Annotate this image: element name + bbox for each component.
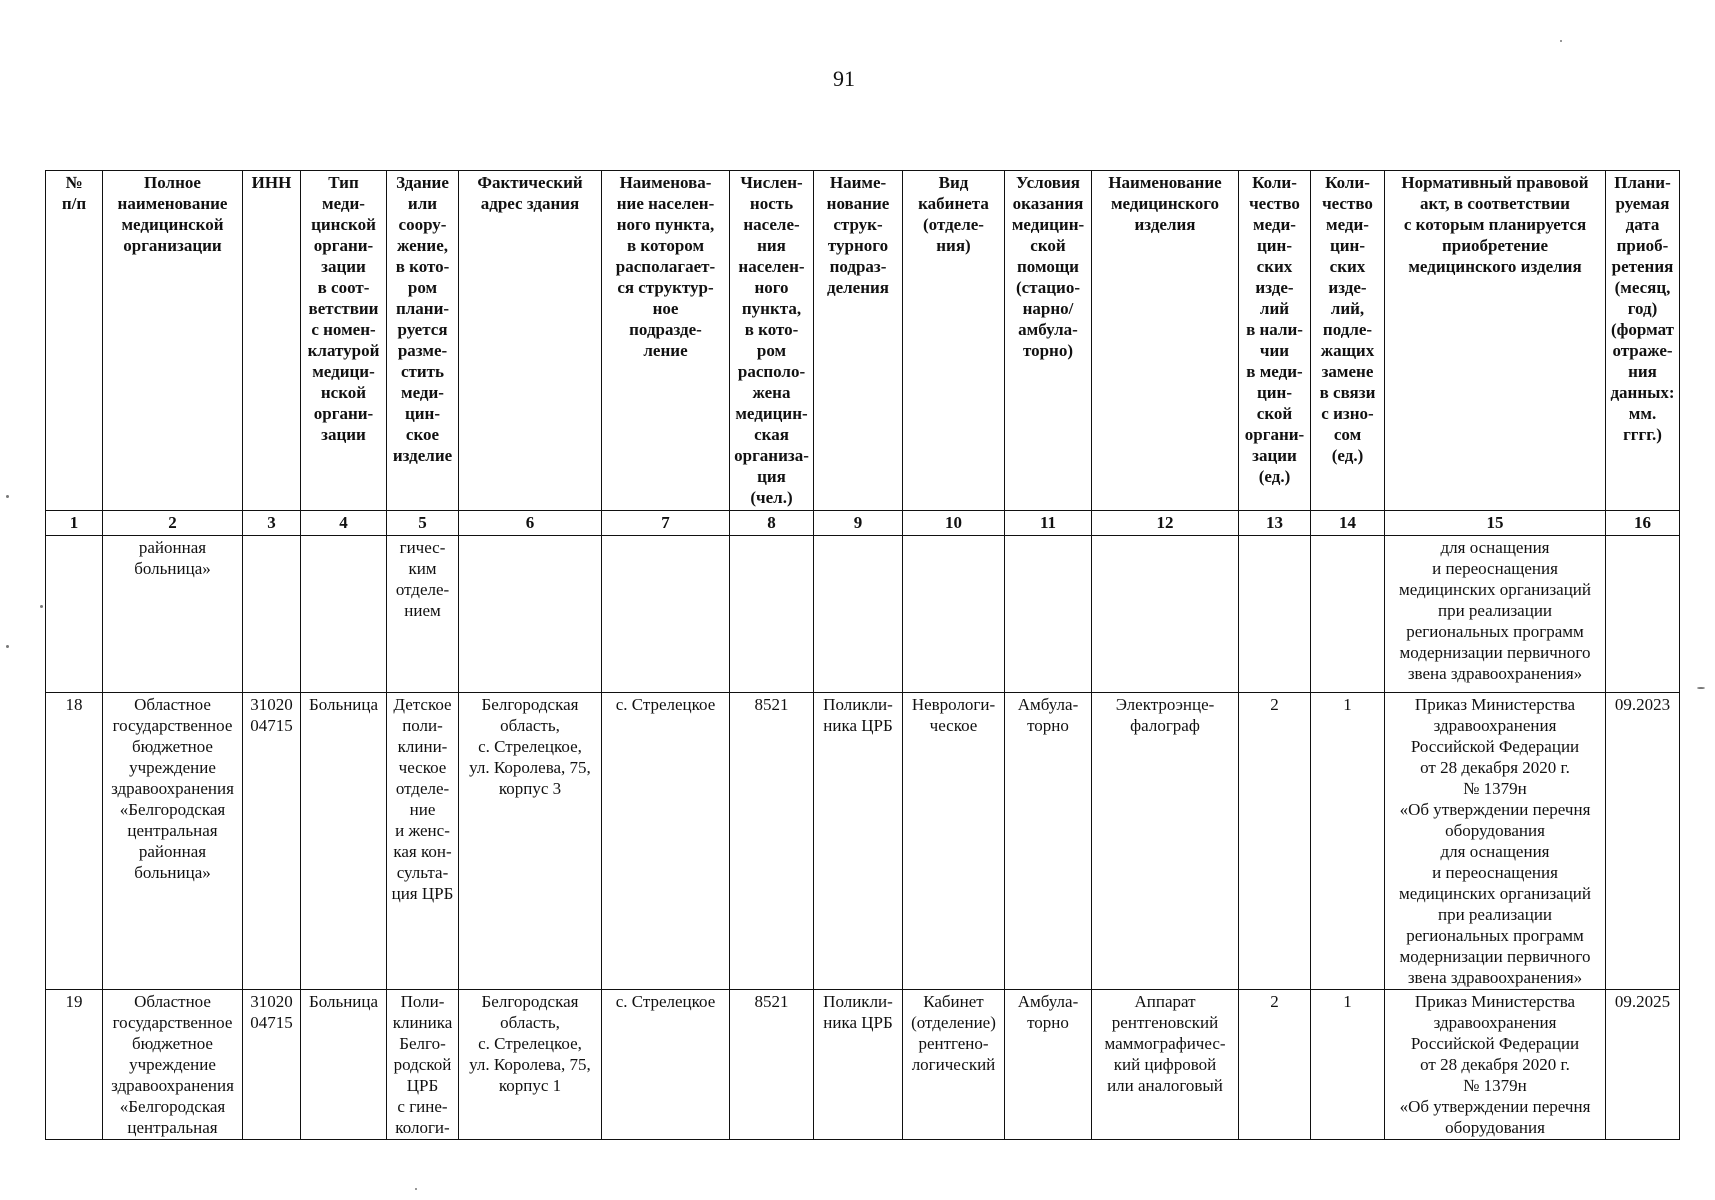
cell-building: Поли- клиника Белго- родской ЦРБ с гине- кологи-	[387, 990, 459, 1140]
cell-org-type: Больница	[301, 693, 387, 990]
cell-unit: Поликли- ника ЦРБ	[814, 693, 903, 990]
header-cell: Здание или соору- жение, в кото- ром плани- руется разме- стить меди- цин- ское изделие	[387, 171, 459, 511]
cell-org-name: Областное государственное бюджетное учреждение здравоохранения «Белгородская центральная	[103, 990, 243, 1140]
cell-inn: 31020 04715	[243, 990, 301, 1140]
cell-population	[730, 536, 814, 693]
column-number: 8	[730, 511, 814, 536]
column-number: 14	[1311, 511, 1385, 536]
cell-settlement: с. Стрелецкое	[602, 990, 730, 1140]
cell-unit: Поликли- ника ЦРБ	[814, 990, 903, 1140]
cell-inn: 31020 04715	[243, 693, 301, 990]
scan-speck	[1697, 687, 1705, 689]
cell-org-type	[301, 536, 387, 693]
header-cell: Коли- чество меди- цин- ских изде- лий, подле- жащих замене в связи с изно- сом (ед.)	[1311, 171, 1385, 511]
column-number: 11	[1005, 511, 1092, 536]
column-number: 9	[814, 511, 903, 536]
header-cell: Нормативный правовой акт, в соответствии с которым планируется приобретение медицинского изделия	[1385, 171, 1606, 511]
header-cell: Тип меди- цинской органи- зации в соот- ветствии с номен- клатурой медици- нской органи- зации	[301, 171, 387, 511]
cell-org-type: Больница	[301, 990, 387, 1140]
header-cell: Полное наименование медицинской организации	[103, 171, 243, 511]
cell-building: гичес- ким отделе- нием	[387, 536, 459, 693]
equipment-table	[45, 170, 1680, 1140]
column-number-row	[46, 511, 1680, 536]
cell-population: 8521	[730, 693, 814, 990]
cell-legal-act: Приказ Министерства здравоохранения Российской Федерации от 28 декабря 2020 г. № 1379н «Об утверждении перечня оборудования для оснащения и переоснащения медицинских организаций при реализации региональных программ модернизации первичного звена здравоохранения»	[1385, 693, 1606, 990]
cell-legal-act: Приказ Министерства здравоохранения Российской Федерации от 28 декабря 2020 г. № 1379н «Об утверждении перечня оборудования	[1385, 990, 1606, 1140]
header-cell: Фактический адрес здания	[459, 171, 602, 511]
cell-address	[459, 536, 602, 693]
column-number: 13	[1239, 511, 1311, 536]
cell-inn	[243, 536, 301, 693]
cell-number	[46, 536, 103, 693]
table-row	[46, 990, 1680, 1140]
column-number: 2	[103, 511, 243, 536]
cell-qty-available	[1239, 536, 1311, 693]
header-cell: Наименова- ние населен- ного пункта, в котором располагает- ся структур- ное подразде- ление	[602, 171, 730, 511]
cell-building: Детское поли- клини- ческое отделе- ние и женс- кая кон- сульта- ция ЦРБ	[387, 693, 459, 990]
cell-qty-replace: 1	[1311, 990, 1385, 1140]
cell-population: 8521	[730, 990, 814, 1140]
header-cell: ИНН	[243, 171, 301, 511]
table-row	[46, 693, 1680, 990]
header-cell: Числен- ность населе- ния населен- ного пункта, в кото- ром располо- жена медицин- ская организа- ция (чел.)	[730, 171, 814, 511]
cell-unit	[814, 536, 903, 693]
cell-conditions: Амбула- торно	[1005, 990, 1092, 1140]
header-cell: Условия оказания медицин- ской помощи (стацио- нарно/ амбула- торно)	[1005, 171, 1092, 511]
cell-date	[1606, 536, 1680, 693]
column-number: 3	[243, 511, 301, 536]
table-header-row	[46, 171, 1680, 511]
cell-device: Аппарат рентгеновский маммографичес- кий цифровой или аналоговый	[1092, 990, 1239, 1140]
scan-speck	[415, 1188, 417, 1190]
cell-device	[1092, 536, 1239, 693]
column-number: 10	[903, 511, 1005, 536]
cell-settlement: с. Стрелецкое	[602, 693, 730, 990]
cell-address: Белгородская область, с. Стрелецкое, ул. Королева, 75, корпус 3	[459, 693, 602, 990]
scan-speck	[6, 645, 9, 648]
header-cell: Наиме- нование струк- турного подраз- деления	[814, 171, 903, 511]
column-number: 1	[46, 511, 103, 536]
header-cell: Плани- руемая дата приоб- ретения (месяц, год) (формат отраже- ния данных: мм. гггг.)	[1606, 171, 1680, 511]
scan-speck	[1560, 40, 1562, 42]
cell-number: 18	[46, 693, 103, 990]
cell-legal-act: для оснащения и переоснащения медицинских организаций при реализации региональных программ модернизации первичного звена здравоохранения»	[1385, 536, 1606, 693]
page-number: 91	[833, 66, 855, 91]
cell-org-name: районная больница»	[103, 536, 243, 693]
column-number: 5	[387, 511, 459, 536]
cell-device: Электроэнце- фалограф	[1092, 693, 1239, 990]
cell-qty-replace: 1	[1311, 693, 1385, 990]
header-cell: Наименование медицинского изделия	[1092, 171, 1239, 511]
header-cell: Вид кабинета (отделе- ния)	[903, 171, 1005, 511]
cell-conditions	[1005, 536, 1092, 693]
cell-qty-replace	[1311, 536, 1385, 693]
column-number: 6	[459, 511, 602, 536]
cell-conditions: Амбула- торно	[1005, 693, 1092, 990]
column-number: 7	[602, 511, 730, 536]
cell-org-name: Областное государственное бюджетное учреждение здравоохранения «Белгородская центральная районная больница»	[103, 693, 243, 990]
cell-qty-available: 2	[1239, 693, 1311, 990]
table-row	[46, 536, 1680, 693]
cell-date: 09.2023	[1606, 693, 1680, 990]
cell-qty-available: 2	[1239, 990, 1311, 1140]
column-number: 16	[1606, 511, 1680, 536]
column-number: 4	[301, 511, 387, 536]
cell-settlement	[602, 536, 730, 693]
cell-date: 09.2025	[1606, 990, 1680, 1140]
column-number: 15	[1385, 511, 1606, 536]
header-cell: Коли- чество меди- цин- ских изде- лий в нали- чии в меди- цин- ской органи- зации (ед.)	[1239, 171, 1311, 511]
scan-speck	[40, 605, 43, 608]
cell-number: 19	[46, 990, 103, 1140]
header-cell: № п/п	[46, 171, 103, 511]
column-number: 12	[1092, 511, 1239, 536]
scan-speck	[6, 495, 9, 498]
cell-cabinet	[903, 536, 1005, 693]
cell-cabinet: Кабинет (отделение) рентгено- логический	[903, 990, 1005, 1140]
cell-cabinet: Неврологи- ческое	[903, 693, 1005, 990]
cell-address: Белгородская область, с. Стрелецкое, ул. Королева, 75, корпус 1	[459, 990, 602, 1140]
